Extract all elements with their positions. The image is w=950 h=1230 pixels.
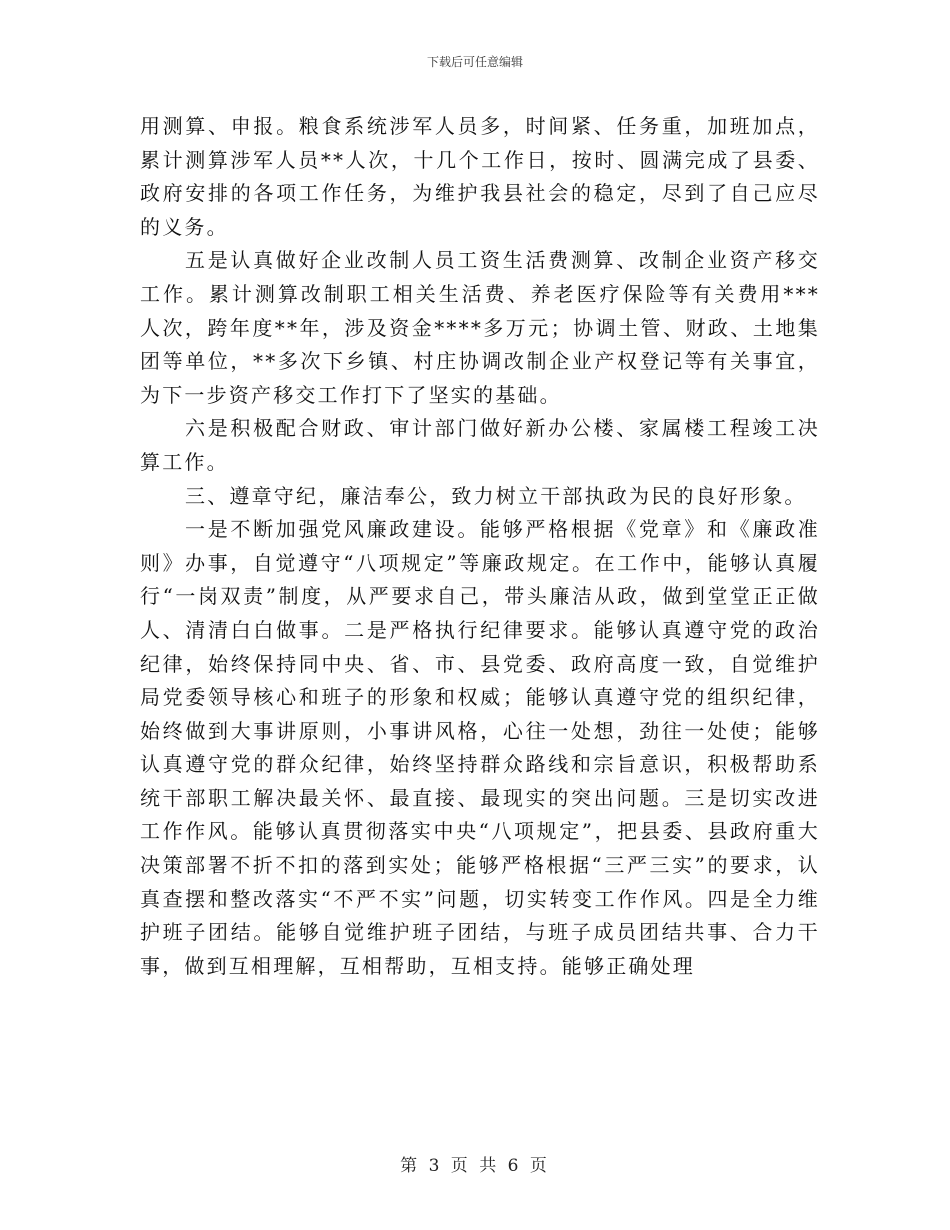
paragraph-discipline: 一是不断加强党风廉政建设。能够严格根据《党章》和《廉政准则》办事，自觉遵守“八项规定”等廉政规定。在工作中，能够认真履行“一岗双责”制度，从严要求自己，带头廉洁从政，做到堂堂正正做人、清清白白做事。二是严格执行纪律要求。能够认真遵守党的政治纪律，始终保持同中央、省、市、县党委、政府高度一致，自觉维护局党委领导核心和班子的形象和权威；能够认真遵守党的组织纪律，始终做到大事讲原则，小事讲风格，心往一处想，劲往一处使；能够认真遵守党的群众纪律，始终坚持群众路线和宗旨意识，积极帮助系统干部职工解决最关怀、最直接、最现实的突出问题。三是切实改进工作作风。能够认真贯彻落实中央“八项规定”，把县委、县政府重大决策部署不折不扣的落到实处；能够严格根据“三严三实”的要求，认真查摆和整改落实“不严不实”问题，切实转变工作作风。四是全力维护班子团结。能够自觉维护班子团结，与班子成员团结共事、合力干事，做到互相理解，互相帮助，互相支持。能够正确处理 xyxy=(140,517,820,978)
document-body xyxy=(140,110,820,983)
page-footer: 第 3 页 共 6 页 xyxy=(400,1156,550,1176)
paragraph-continuation: 用测算、申报。粮食系统涉军人员多，时间紧、任务重，加班加点，累计测算涉军人员**人次，十几个工作日，按时、圆满完成了县委、政府安排的各项工作任务，为维护我县社会的稳定，尽到了自己应尽的义务。 xyxy=(140,114,820,239)
section-heading-three: 三、遵章守纪，廉洁奉公，致力树立干部执政为民的良好形象。 xyxy=(185,483,807,508)
paragraph-item-six: 六是积极配合财政、审计部门做好新办公楼、家属楼工程竣工决算工作。 xyxy=(140,416,820,474)
paragraph-item-five: 五是认真做好企业改制人员工资生活费测算、改制企业资产移交工作。累计测算改制职工相关生活费、养老医疗保险等有关费用***人次，跨年度**年，涉及资金****多万元；协调土管、财政、土地集团等单位，**多次下乡镇、村庄协调改制企业产权登记等有关事宜，为下一步资产移交工作打下了坚实的基础。 xyxy=(140,248,820,407)
page-header: 下载后可任意编辑 xyxy=(426,55,523,69)
